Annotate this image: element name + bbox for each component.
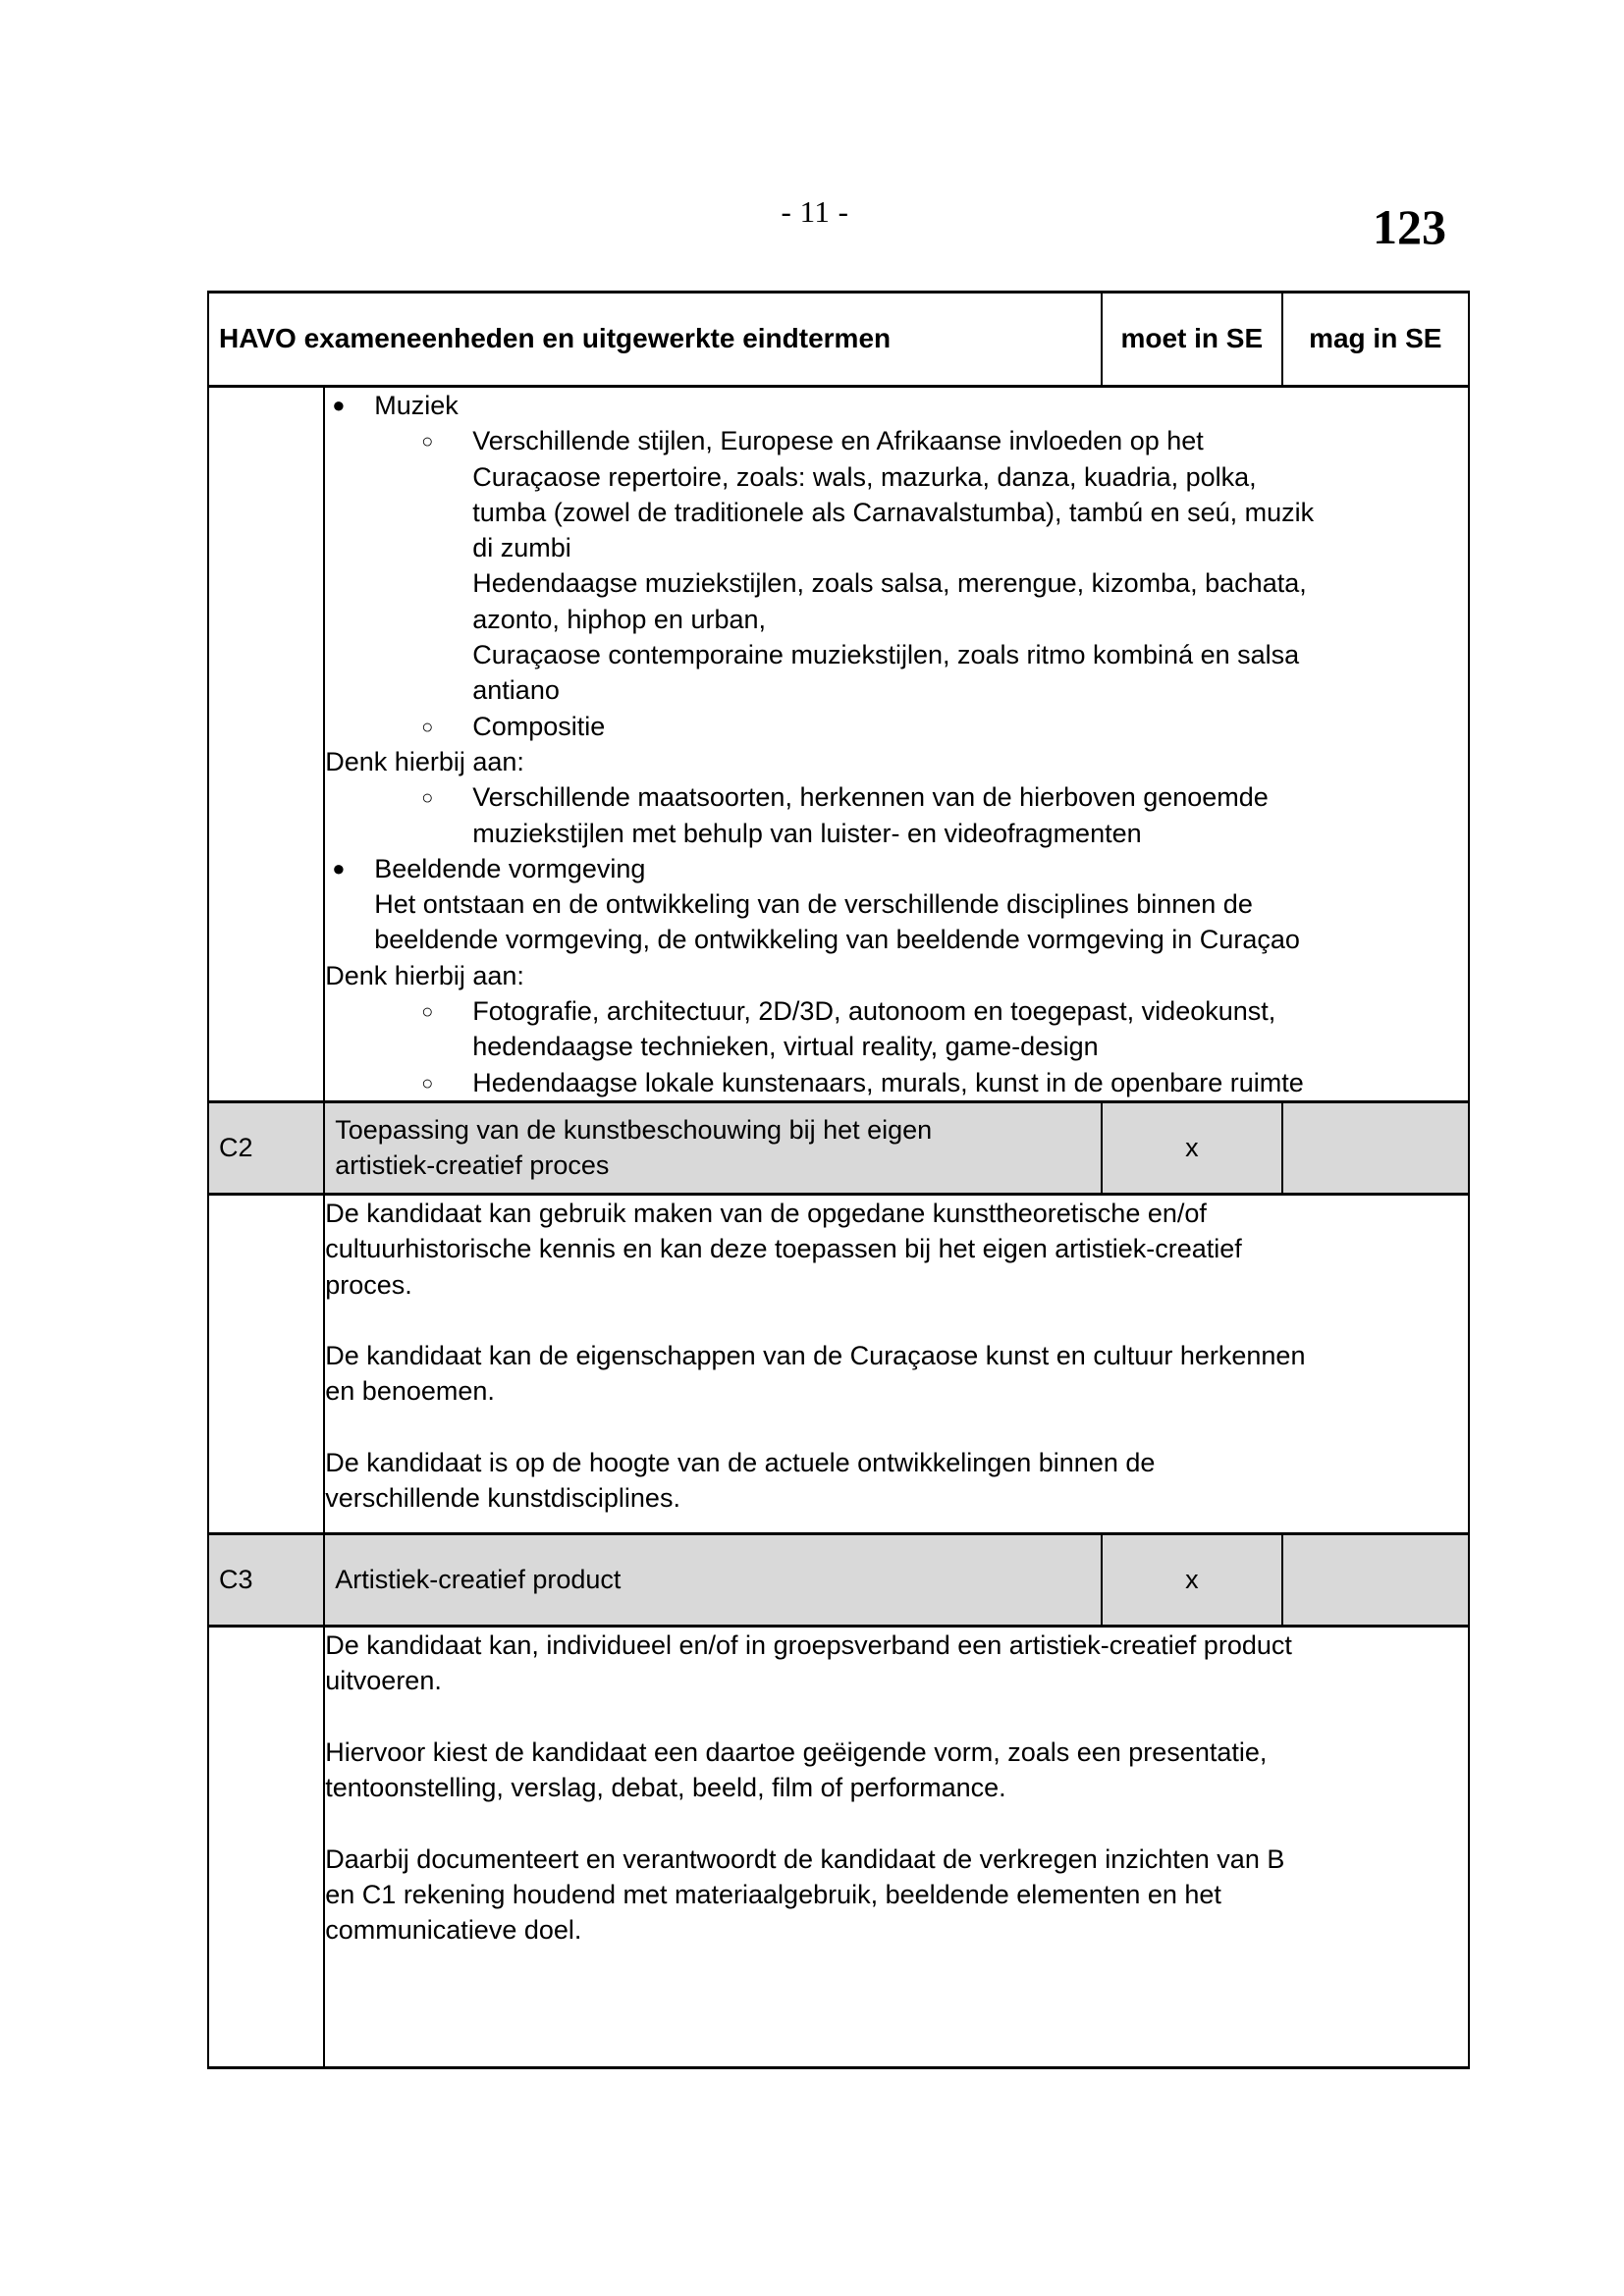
c2-description-cell — [324, 1194, 1469, 1533]
circle-bullet-icon: ○ — [421, 1001, 434, 1024]
text-line: De kandidaat is op de hoogte van de actuele ontwikkelingen binnen de — [325, 1448, 1156, 1478]
code-cell-empty — [208, 1626, 324, 2067]
text-line: en benoemen. — [325, 1376, 495, 1407]
code-cell: C2 — [208, 1101, 324, 1194]
denk-hierbij-label: Denk hierbij aan: — [325, 746, 524, 776]
text-line: di zumbi — [472, 533, 571, 563]
text-line: De kandidaat kan, individueel en/of in groepsverband een artistiek-creatief product — [325, 1629, 1292, 1660]
circle-bullet-icon: ○ — [421, 431, 434, 454]
document-number: 123 — [1373, 199, 1446, 254]
title-cell — [324, 1101, 1102, 1194]
circle-bullet-icon: ○ — [421, 1072, 434, 1095]
eindtermen-table — [207, 291, 1470, 2069]
paragraph — [325, 1196, 1468, 1303]
text-line: Daarbij documenteert en verantwoordt de kandidaat de verkregen inzichten van B — [325, 1843, 1285, 1874]
text-line: De kandidaat kan gebruik maken van de opgedane kunsttheoretische en/of — [325, 1198, 1207, 1228]
list-item-muziek — [325, 388, 1468, 423]
code-cell-empty — [208, 1194, 324, 1533]
paragraph — [325, 1842, 1468, 1949]
text-line: cultuurhistorische kennis en kan deze toepassen bij het eigen artistiek-creatief — [325, 1234, 1242, 1264]
text-line: Het ontstaan en de ontwikkeling van de verschillende disciplines binnen de — [374, 889, 1253, 920]
text-line: Hedendaagse muziekstijlen, zoals salsa, merengue, kizomba, bachata, — [472, 568, 1307, 599]
sub-item-compositie — [325, 709, 1468, 744]
muziek-label: Muziek — [374, 391, 459, 420]
denk-hierbij-label: Denk hierbij aan: — [325, 960, 524, 990]
paragraph — [325, 1628, 1468, 1699]
mag-in-se-cell — [1282, 1533, 1469, 1626]
bullet-icon: ● — [332, 393, 346, 417]
code-cell-empty — [208, 387, 324, 1102]
moet-in-se-cell: x — [1102, 1533, 1281, 1626]
sub-item-fotografie — [325, 993, 1468, 1065]
table-row-c2-body — [208, 1194, 1469, 1533]
c1-description-cell — [324, 387, 1469, 1102]
text-line: tumba (zowel de traditionele als Carnavalstumba), tambú en seú, muzik — [472, 497, 1315, 527]
text-line: uitvoeren. — [325, 1666, 442, 1696]
text-line: Verschillende stijlen, Europese en Afrikaanse invloeden op het — [472, 426, 1204, 456]
paragraph — [325, 1735, 1468, 1806]
sub-item-maatsoorten — [325, 779, 1468, 851]
page-number: - 11 - — [781, 194, 849, 229]
text-line: communicatieve doel. — [325, 1915, 582, 1946]
text-line: antiano — [472, 675, 560, 706]
c3-description-cell — [324, 1626, 1469, 2067]
table-row-c3-body — [208, 1626, 1469, 2067]
table-row-c2 — [208, 1101, 1469, 1194]
header-mag-in-se: mag in SE — [1282, 293, 1469, 387]
text-line: Hiervoor kiest de kandidaat een daartoe geëigende vorm, zoals een presentatie, — [325, 1736, 1268, 1767]
text-line: Verschillende maatsoorten, herkennen van de hierboven genoemde — [472, 782, 1269, 813]
header-moet-in-se: moet in SE — [1102, 293, 1281, 387]
text-line: en C1 rekening houdend met materiaalgebruik, beeldende elementen en het — [325, 1880, 1221, 1910]
beeldend-label: Beeldende vormgeving — [374, 853, 646, 883]
bullet-icon: ● — [332, 855, 346, 881]
paragraph — [325, 1445, 1468, 1517]
circle-bullet-icon: ○ — [421, 787, 434, 810]
table-header-row — [208, 293, 1469, 387]
text-line: azonto, hiphop en urban, — [472, 604, 767, 634]
sub-item-kunstenaars — [325, 1065, 1468, 1100]
sub-item-stijlen — [325, 423, 1468, 708]
beeldend-description — [325, 886, 1468, 958]
text-line: proces. — [325, 1269, 412, 1300]
text-line: beeldende vormgeving, de ontwikkeling van beeldende vormgeving in Curaçao — [374, 925, 1300, 955]
text-line: verschillende kunstdisciplines. — [325, 1483, 680, 1514]
text-line: Fotografie, architectuur, 2D/3D, autonoom en toegepast, videokunst, — [472, 996, 1276, 1027]
text-line: Curaçaose contemporaine muziekstijlen, zoals ritmo kombiná en salsa — [472, 640, 1300, 670]
header-title: HAVO exameneenheden en uitgewerkte eindtermen — [208, 293, 1102, 387]
text-line: Hedendaagse lokale kunstenaars, murals, kunst in de openbare ruimte — [472, 1067, 1304, 1097]
title-line: Artistiek-creatief product — [335, 1565, 622, 1595]
text-line: Curaçaose repertoire, zoals: wals, mazurka, danza, kuadria, polka, — [472, 461, 1257, 492]
paragraph — [325, 1338, 1468, 1410]
list-item-beeldende-vormgeving — [325, 851, 1468, 886]
title-line: Toepassing van de kunstbeschouwing bij het eigen — [335, 1115, 933, 1146]
text-line: Compositie — [472, 711, 606, 741]
text-line: tentoonstelling, verslag, debat, beeld, film of performance. — [325, 1773, 1006, 1803]
title-line: artistiek-creatief proces — [335, 1150, 610, 1181]
table-row-c1-body — [208, 387, 1469, 1102]
mag-in-se-cell — [1282, 1101, 1469, 1194]
text-line: muziekstijlen met behulp van luister- en videofragmenten — [472, 818, 1142, 848]
text-line: hedendaagse technieken, virtual reality, game-design — [472, 1032, 1099, 1062]
moet-in-se-cell: x — [1102, 1101, 1281, 1194]
code-cell: C3 — [208, 1533, 324, 1626]
text-line: De kandidaat kan de eigenschappen van de Curaçaose kunst en cultuur herkennen — [325, 1341, 1306, 1371]
circle-bullet-icon: ○ — [421, 716, 434, 738]
table-row-c3 — [208, 1533, 1469, 1626]
title-cell — [324, 1533, 1102, 1626]
